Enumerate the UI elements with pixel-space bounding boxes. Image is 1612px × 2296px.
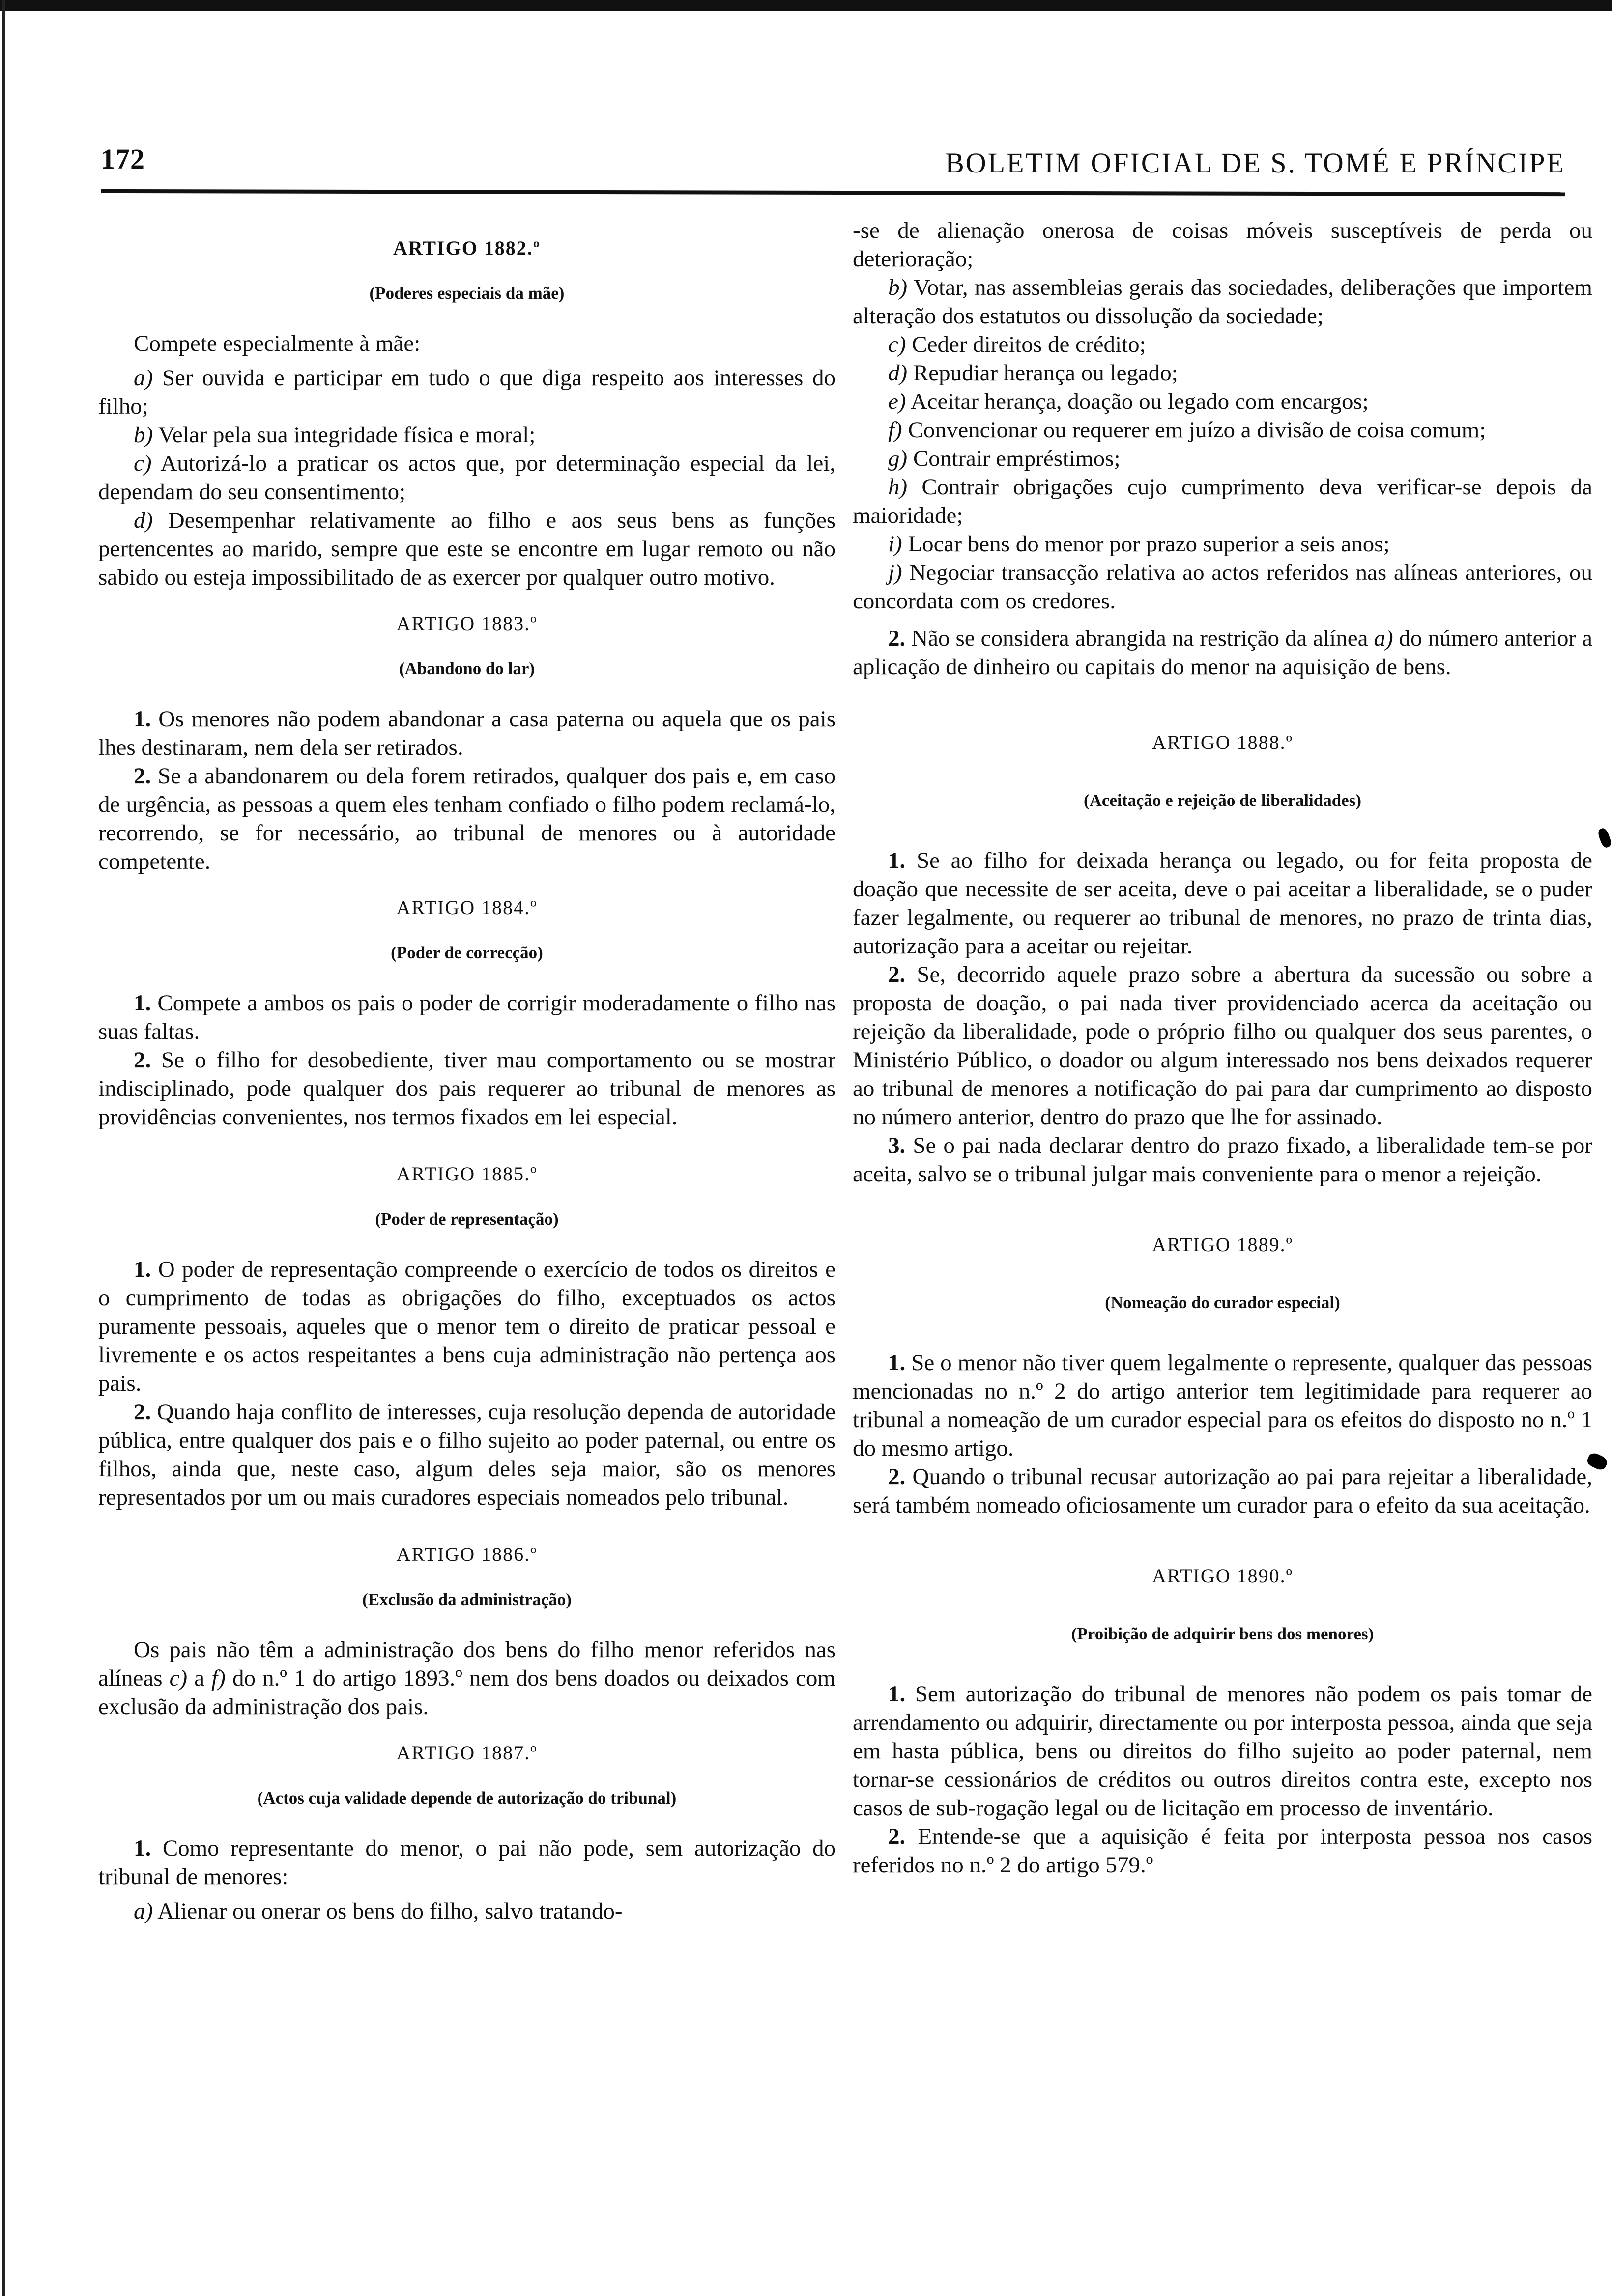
paragraph-text: Se, decorrido aquele prazo sobre a abertura da sucessão ou sobre a proposta de doação, o pai nada tiver providenciado acerca da aceitação ou rejeição da liberalidade, pode o próprio filho ou qualquer dos seus parentes, o Ministério Público, o doador ou algum interessado nos bens deixados requerer ao tribunal de menores a notificação do pai para dar cumprimento ao disposto no número anterior, dentro do prazo que lhe for assinado. (853, 962, 1592, 1130)
paragraph-number: 2. (888, 626, 906, 651)
item-label: a) (1374, 626, 1393, 651)
article-title: (Poderes especiais da mãe) (369, 284, 565, 303)
paragraph (98, 705, 835, 762)
article-number: ARTIGO 1885.º (396, 1163, 538, 1185)
article-number: ARTIGO 1889.º (1151, 1234, 1294, 1256)
article-number: ARTIGO 1884.º (396, 896, 538, 918)
article-1885 (98, 1160, 835, 1512)
journal-title: BOLETIM OFICIAL DE S. TOMÉ E PRÍNCIPE (945, 147, 1565, 179)
paragraph (98, 989, 835, 1046)
paragraph (98, 1398, 835, 1512)
item-label: b) (888, 275, 908, 300)
paragraph-text: Se a abandonarem ou dela forem retirados, qualquer dos pais e, em caso de urgência, as pessoas a quem eles tenham confiado o filho podem reclamá-lo, recorrendo, se for necessário, ao tribunal de menores ou à autoridade competente. (98, 763, 835, 874)
paragraph-text: do número anterior a aplicação de dinheiro ou capitais do menor na aquisição de bens. (853, 626, 1593, 680)
left-column (98, 216, 835, 1925)
paragraph-text: Não se considera abrangida na restrição da alínea (905, 626, 1374, 651)
article-1884 (98, 893, 835, 1131)
item-label: f) (211, 1665, 226, 1691)
list-item (853, 473, 1592, 530)
article-1886 (98, 1540, 835, 1721)
paragraph (853, 846, 1592, 960)
paragraph (853, 1822, 1592, 1879)
paragraph (853, 624, 1592, 681)
paragraph-text: a (187, 1665, 212, 1691)
item-label: f) (888, 417, 902, 443)
paragraph-number: 2. (888, 962, 906, 987)
item-label: c) (134, 451, 152, 476)
paragraph-number: 2. (134, 1047, 151, 1073)
paragraph (98, 1255, 835, 1398)
paragraph (98, 1636, 835, 1721)
item-label: j) (888, 560, 902, 585)
page-number: 172 (101, 143, 145, 175)
page-header (101, 143, 1565, 182)
list-item (853, 273, 1592, 330)
scan-top-border (0, 0, 1612, 11)
paragraph-text: Os menores não podem abandonar a casa paterna ou aquela que os pais lhes destinaram, nem dela ser retirados. (98, 706, 835, 760)
list-item (853, 359, 1592, 387)
paragraph-number: 1. (888, 1681, 906, 1707)
item-label: d) (888, 360, 908, 386)
article-1882 (98, 234, 835, 592)
paragraph-number: 1. (134, 990, 151, 1016)
item-text: Negociar transacção relativa ao actos referidos nas alíneas anteriores, ou concordata com os credores. (853, 560, 1592, 614)
list-item (98, 1897, 835, 1925)
paragraph (98, 1046, 835, 1131)
item-text: Alienar ou onerar os bens do filho, salvo tratando- (153, 1898, 623, 1924)
list-item (98, 506, 835, 592)
article-title: (Aceitação e rejeição de liberalidades) (1083, 791, 1361, 810)
continued-text: -se de alienação onerosa de coisas móveis susceptíveis de perda ou deterioração; (853, 218, 1592, 272)
article-1883 (98, 609, 835, 876)
item-text: Contrair empréstimos; (907, 446, 1121, 471)
paragraph-text: Se ao filho for deixada herança ou legado, ou for feita proposta de doação que necessite de ser aceita, deve o pai aceitar a liberalidade, se o puder fazer legalmente, ou requerer ao tribunal de menores, no prazo de trinta dias, autorização para a aceitar ou rejeitar. (853, 848, 1592, 959)
paragraph (853, 960, 1592, 1131)
paragraph-text: Se o filho for desobediente, tiver mau comportamento ou se mostrar indisciplinado, pode qualquer dos pais requerer ao tribunal de menores as providências convenientes, nos termos fixados em lei especial. (98, 1047, 835, 1130)
article-1887 (98, 1739, 835, 1925)
item-text: Contrair obrigações cujo cumprimento deva verificar-se depois da maioridade; (853, 474, 1592, 528)
paragraph-text: Compete a ambos os pais o poder de corrigir moderadamente o filho nas suas faltas. (98, 990, 835, 1044)
list-item (98, 364, 835, 421)
article-title: (Proibição de adquirir bens dos menores) (1071, 1624, 1374, 1643)
article-1890 (853, 1562, 1592, 1879)
article-number: ARTIGO 1890.º (1151, 1565, 1294, 1587)
scan-left-border (2, 0, 5, 2296)
paragraph-number: 1. (888, 1350, 906, 1376)
article-title: (Exclusão da administração) (362, 1590, 572, 1609)
header-rule (101, 189, 1565, 196)
article-title: (Nomeação do curador especial) (1105, 1293, 1340, 1312)
item-text: Aceitar herança, doação ou legado com encargos; (906, 389, 1369, 414)
paragraph-text: Como representante do menor, o pai não pode, sem autorização do tribunal de menores: (98, 1836, 835, 1890)
article-title: (Abandono do lar) (399, 659, 535, 678)
paragraph-text: Os pais não têm a administração dos bens do filho menor referidos nas alíneas (98, 1637, 835, 1691)
article-number: ARTIGO 1882.º (393, 237, 541, 259)
article-number: ARTIGO 1888.º (1151, 731, 1294, 753)
list-item (853, 330, 1592, 359)
article-title: (Poder de representação) (375, 1209, 559, 1229)
item-text: Votar, nas assembleias gerais das sociedades, deliberações que importem alteração dos estatutos ou dissolução da sociedade; (853, 275, 1592, 329)
paragraph-text: Entende-se que a aquisição é feita por interposta pessoa nos casos referidos no n.º 2 do artigo 579.º (853, 1824, 1592, 1878)
article-1887-continued (853, 216, 1592, 681)
ink-speck (1597, 827, 1612, 849)
item-text: Ceder direitos de crédito; (906, 332, 1146, 357)
article-number: ARTIGO 1883.º (396, 612, 538, 634)
item-label: g) (888, 446, 908, 471)
list-item (853, 558, 1592, 615)
paragraph-text: do n.º 1 do artigo 1893.º nem dos bens doados ou deixados com exclusão da administração dos pais. (98, 1665, 835, 1720)
paragraph-text: Quando haja conflito de interesses, cuja resolução dependa de autoridade pública, entre qualquer dos pais e o filho sujeito ao poder paternal, ou entre os filhos, ainda que, neste caso, algum deles seja maior, são os menores representados por um ou mais curadores especiais nomeados pelo tribunal. (98, 1399, 835, 1510)
list-item (853, 416, 1592, 444)
paragraph-number: 1. (134, 1257, 151, 1282)
item-label: a) (134, 365, 153, 391)
paragraph-number: 3. (888, 1133, 906, 1158)
paragraph (853, 1680, 1592, 1822)
list-item (853, 387, 1592, 416)
item-text: Desempenhar relativamente ao filho e aos seus bens as funções pertencentes ao marido, sempre que este se encontre em lugar remoto ou não sabido ou esteja impossibilitado de as exercer por qualquer outro motivo. (98, 508, 835, 590)
item-label: b) (134, 422, 153, 448)
item-label: h) (888, 474, 908, 500)
paragraph (98, 762, 835, 876)
right-column (853, 216, 1592, 1879)
paragraph (853, 1131, 1592, 1188)
paragraph-number: 1. (134, 1836, 151, 1861)
list-item (853, 444, 1592, 473)
article-title: (Actos cuja validade depende de autorização do tribunal) (257, 1788, 677, 1808)
article-intro: Compete especialmente à mãe: (134, 331, 421, 356)
item-label: c) (888, 332, 906, 357)
paragraph-number: 2. (888, 1824, 906, 1849)
list-item (98, 449, 835, 506)
paragraph-text: Se o menor não tiver quem legalmente o represente, qualquer das pessoas mencionadas no n.º 2 do artigo anterior tem legitimidade para requerer ao tribunal a nomeação de um curador especial para os efeitos do disposto no n.º 1 do mesmo artigo. (853, 1350, 1592, 1461)
item-text: Ser ouvida e participar em tudo o que diga respeito aos interesses do filho; (98, 365, 835, 419)
item-label: i) (888, 531, 902, 557)
article-number: ARTIGO 1886.º (396, 1543, 538, 1565)
item-label: c) (169, 1665, 188, 1691)
paragraph (98, 1834, 835, 1891)
list-item (853, 530, 1592, 558)
list-item (98, 421, 835, 449)
item-label: a) (134, 1898, 153, 1924)
paragraph-number: 1. (134, 706, 151, 732)
item-text: Velar pela sua integridade física e moral; (153, 422, 536, 448)
article-1889 (853, 1231, 1592, 1520)
paragraph-number: 2. (134, 1399, 151, 1425)
paragraph-text: Se o pai nada declarar dentro do prazo fixado, a liberalidade tem-se por aceita, salvo se o tribunal julgar mais conveniente para o menor a rejeição. (853, 1133, 1592, 1187)
item-text: Locar bens do menor por prazo superior a seis anos; (902, 531, 1390, 557)
paragraph-number: 1. (888, 848, 906, 873)
paragraph-number: 2. (888, 1464, 906, 1490)
item-text: Autorizá-lo a praticar os actos que, por determinação especial da lei, dependam do seu consentimento; (98, 451, 835, 505)
paragraph-text: Quando o tribunal recusar autorização ao pai para rejeitar a liberalidade, será também nomeado oficiosamente um curador para o efeito da sua aceitação. (853, 1464, 1592, 1518)
article-number: ARTIGO 1887.º (396, 1742, 538, 1764)
item-label: d) (134, 508, 153, 533)
paragraph-number: 2. (134, 763, 151, 789)
paragraph-text: Sem autorização do tribunal de menores não podem os pais tomar de arrendamento ou adquirir, directamente ou por interposta pessoa, ainda que seja em hasta pública, bens ou direitos do filho sujeito ao poder paternal, nem tornar-se cessionários de créditos ou outros direitos contra este, excepto nos casos de sub-rogação legal ou de licitação em processo de inventário. (853, 1681, 1592, 1821)
paragraph (853, 1349, 1592, 1463)
item-label: e) (888, 389, 906, 414)
paragraph-text: O poder de representação compreende o exercício de todos os direitos e o cumprimento de todas as obrigações do filho, exceptuados os actos puramente pessoais, aqueles que o menor tem o direito de praticar pessoal e livremente e os actos respeitantes a bens cuja administração não pertença aos pais. (98, 1257, 835, 1396)
article-1888 (853, 728, 1592, 1188)
article-title: (Poder de correcção) (391, 943, 543, 962)
item-text: Convencionar ou requerer em juízo a divisão de coisa comum; (902, 417, 1486, 443)
paragraph (853, 1463, 1592, 1520)
item-text: Repudiar herança ou legado; (907, 360, 1178, 386)
